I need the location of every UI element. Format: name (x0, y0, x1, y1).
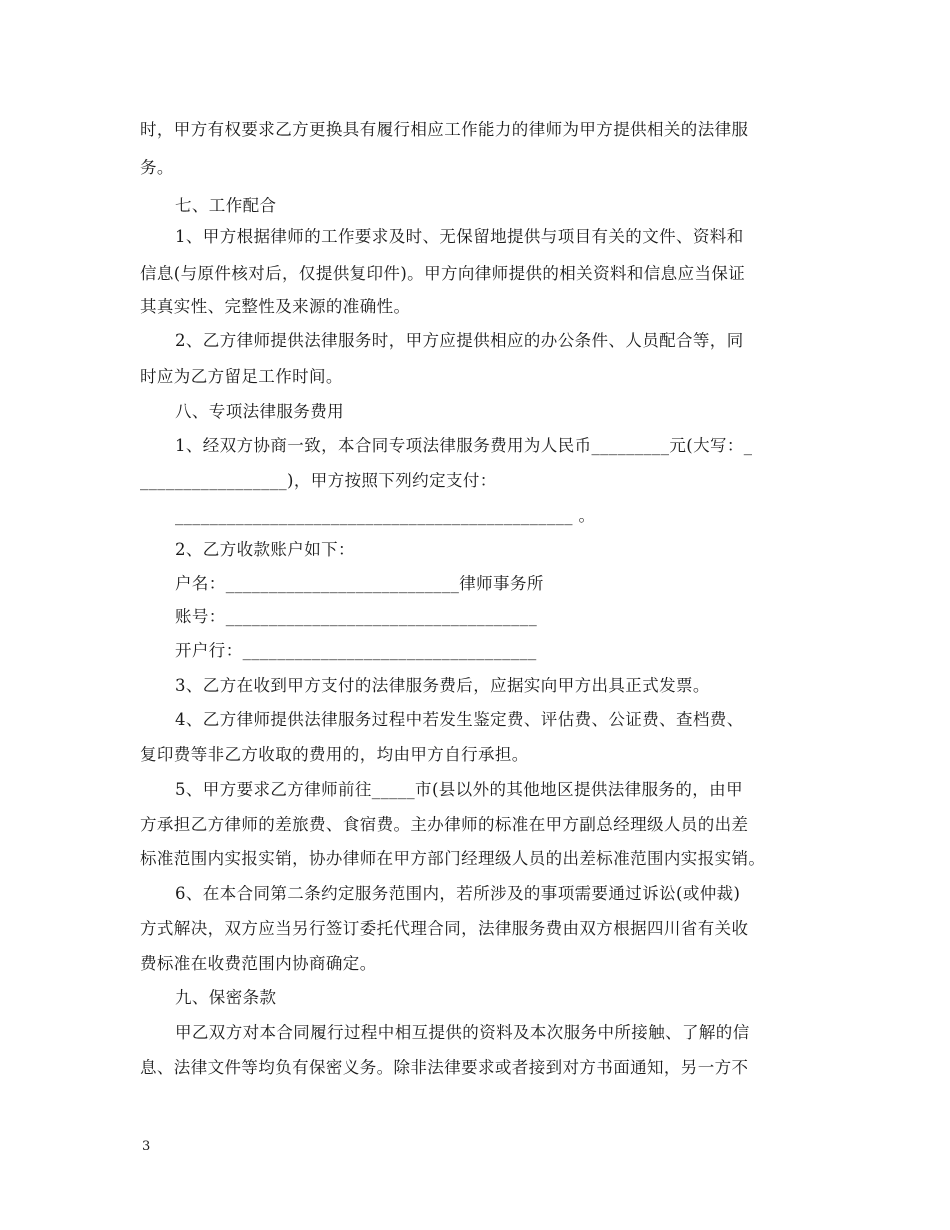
text-line: _________________)，甲方按照下列约定支付： (140, 471, 497, 490)
text-line: 方承担乙方律师的差旅费、食宿费。主办律师的标准在甲方副总经理级人员的出差 (140, 815, 749, 834)
text-line: 信息(与原件核对后，仅提供复印件)。甲方向律师提供的相关资料和信息应当保证 (140, 264, 746, 283)
text-line: 5、甲方要求乙方律师前往_____市(县以外的其他地区提供法律服务的，由甲 (175, 780, 743, 799)
text-line: 费标准在收费范围内协商确定。 (140, 954, 377, 973)
text-line: 账号：____________________________________ (175, 607, 538, 626)
text-line: 标准范围内实报实销，协办律师在甲方部门经理级人员的出差标准范围内实报实销。 (140, 849, 766, 868)
page-number: 3 (142, 1139, 151, 1154)
text-line: 复印费等非乙方收取的费用的，均由甲方自行承担。 (140, 745, 529, 764)
text-line: 2、乙方律师提供法律服务时，甲方应提供相应的办公条件、人员配合等，同 (175, 331, 744, 350)
text-line: 1、甲方根据律师的工作要求及时、无保留地提供与项目有关的文件、资料和 (175, 227, 744, 246)
section-heading: 九、保密条款 (175, 988, 277, 1007)
section-heading: 八、专项法律服务费用 (175, 402, 344, 421)
text-line: 户名：___________________________律师事务所 (175, 574, 544, 593)
text-line: 2、乙方收款账户如下： (175, 540, 355, 559)
text-line: 时，甲方有权要求乙方更换具有履行相应工作能力的律师为甲方提供相关的法律服 (140, 120, 749, 139)
text-line: 甲乙双方对本合同履行过程中相互提供的资料及本次服务中所接触、了解的信 (175, 1023, 750, 1042)
text-line: 方式解决，双方应当另行签订委托代理合同，法律服务费由双方根据四川省有关收 (140, 919, 749, 938)
text-line: 息、法律文件等均负有保密义务。除非法律要求或者接到对方书面通知，另一方不 (140, 1058, 749, 1077)
text-line: ______________________________________________ 。 (175, 506, 596, 525)
text-line: 4、乙方律师提供法律服务过程中若发生鉴定费、评估费、公证费、查档费、 (175, 710, 744, 729)
text-line: 6、在本合同第二条约定服务范围内，若所涉及的事项需要通过诉讼(或仲裁) (175, 884, 741, 903)
text-line: 时应为乙方留足工作时间。 (140, 367, 343, 386)
text-line: 1、经双方协商一致，本合同专项法律服务费用为人民币_________元(大写：_ (175, 436, 753, 455)
text-line: 其真实性、完整性及来源的准确性。 (140, 297, 411, 316)
text-line: 务。 (140, 158, 174, 177)
text-line: 开户行：__________________________________ (175, 641, 537, 660)
section-heading: 七、工作配合 (175, 196, 277, 215)
text-line: 3、乙方在收到甲方支付的法律服务费后，应据实向甲方出具正式发票。 (175, 676, 710, 695)
